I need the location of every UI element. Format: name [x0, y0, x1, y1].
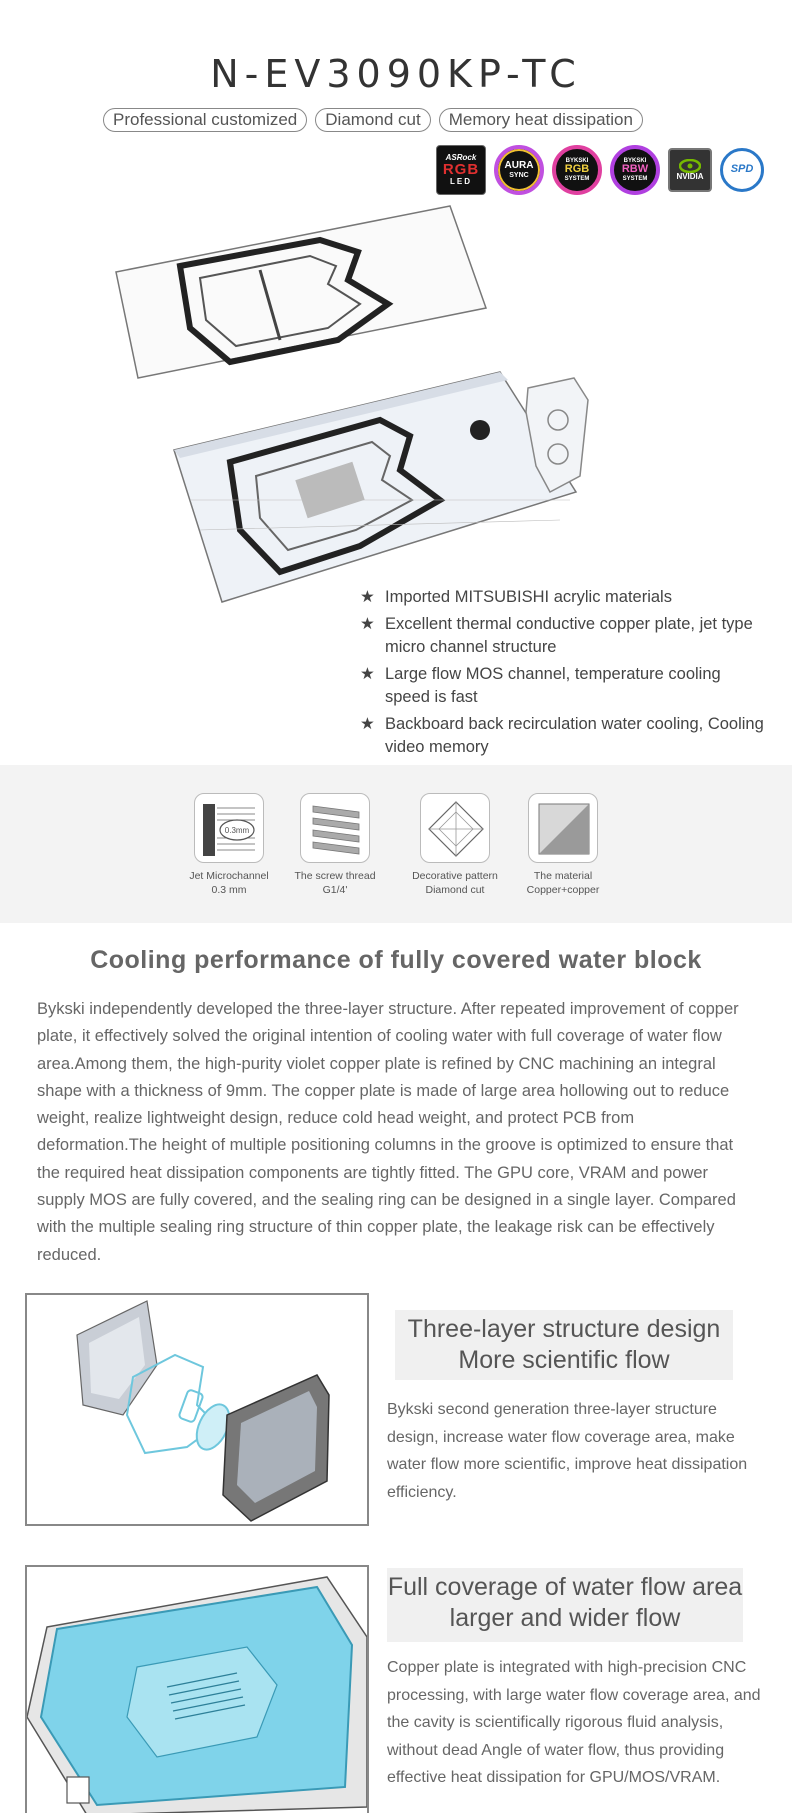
svg-text:0.3mm: 0.3mm [224, 826, 250, 835]
spec-caption: The material Copper+copper [526, 870, 600, 896]
copper-plate-icon [528, 793, 598, 863]
full-coverage-description: Copper plate is integrated with high-precision CNC processing, with large water flow coverage area, and the cavity is scientifically rigorous fluid analysis, without dead Angle of water flow, thus providing effective heat dissipation for GPU/MOS/VRAM. [387, 1659, 761, 1786]
full-coverage-heading: Full coverage of water flow area larger and wider flow [387, 1568, 743, 1642]
spec-caption: The screw thread G1/4' [294, 870, 376, 896]
bykski-rbw-system-logo: BYKSKI RBW SYSTEM [610, 145, 660, 195]
star-icon: ★ [360, 615, 375, 633]
tag-memory-heat: Memory heat dissipation [439, 108, 643, 132]
nvidia-eye-icon [679, 159, 701, 173]
main-block-illustration [174, 372, 576, 602]
three-layer-image [25, 1293, 369, 1526]
spec-caption: Decorative pattern Diamond cut [412, 870, 498, 896]
spec-band [0, 765, 792, 923]
feature-item: ★ Backboard back recirculation water cooling, Cooling video memory [360, 713, 770, 759]
spec-material [508, 793, 618, 897]
diamond-icon [420, 793, 490, 863]
cooling-paragraph: Bykski independently developed the three-layer structure. After repeated improvement of copper plate, it effectively solved the original intention of cooling water with full coverage of water flow area.Among them, the high-purity violet copper plate is refined by CNC machining an integral shape with a thickness of 9mm. The copper plate is made of large area hollowing out to reduce weight, realize lightweight design, reduce cold head weight, and protect PCB from deformation.The height of multiple positioning columns in the groove is optimized to ensure that the required heat dissipation components are tightly fitted. The GPU core, VRAM and power supply MOS are fully covered, and the sealing ring can be designed in a single layer. Compared with the multiple sealing ring structure of thin copper plate, the leakage risk can be effectively reduced. [37, 1000, 739, 1264]
nvidia-logo: NVIDIA [668, 148, 712, 192]
three-layer-heading: Three-layer structure design More scientific flow [395, 1310, 733, 1380]
compatibility-logos [436, 145, 764, 195]
cooling-heading: Cooling performance of fully covered water block [90, 946, 702, 974]
spec-microchannel [174, 793, 284, 897]
feature-item: ★ Excellent thermal conductive copper plate, jet type micro channel structure [360, 613, 770, 659]
feature-item: ★ Large flow MOS channel, temperature cooling speed is fast [360, 663, 770, 709]
microchannel-icon [194, 793, 264, 863]
feature-item: ★ Imported MITSUBISHI acrylic materials [360, 586, 770, 609]
bykski-rgb-system-logo: BYKSKI RGB SYSTEM [552, 145, 602, 195]
spec-diamond-cut [400, 793, 510, 897]
water-block-product-image [110, 200, 600, 640]
product-model-title: N-EV3090KP-TC [210, 52, 582, 96]
backplate-illustration [116, 206, 486, 378]
screw-thread-icon [300, 793, 370, 863]
aura-sync-logo: AURA SYNC [494, 145, 544, 195]
tag-professional: Professional customized [103, 108, 307, 132]
feature-list [360, 586, 770, 763]
spec-screw-thread [280, 793, 390, 897]
spec-caption: Jet Microchannel 0.3 mm [189, 870, 269, 896]
full-coverage-image [25, 1565, 369, 1813]
asrock-rgb-logo: ASRock RGB LED [436, 145, 486, 195]
feature-tags [103, 108, 643, 132]
star-icon: ★ [360, 715, 375, 733]
tag-diamond-cut: Diamond cut [315, 108, 430, 132]
star-icon: ★ [360, 588, 375, 606]
star-icon: ★ [360, 665, 375, 683]
spd-logo: SPD [720, 148, 764, 192]
three-layer-description: Bykski second generation three-layer structure design, increase water flow coverage area, make water flow more scientific, improve heat dissipation efficiency. [387, 1401, 748, 1501]
